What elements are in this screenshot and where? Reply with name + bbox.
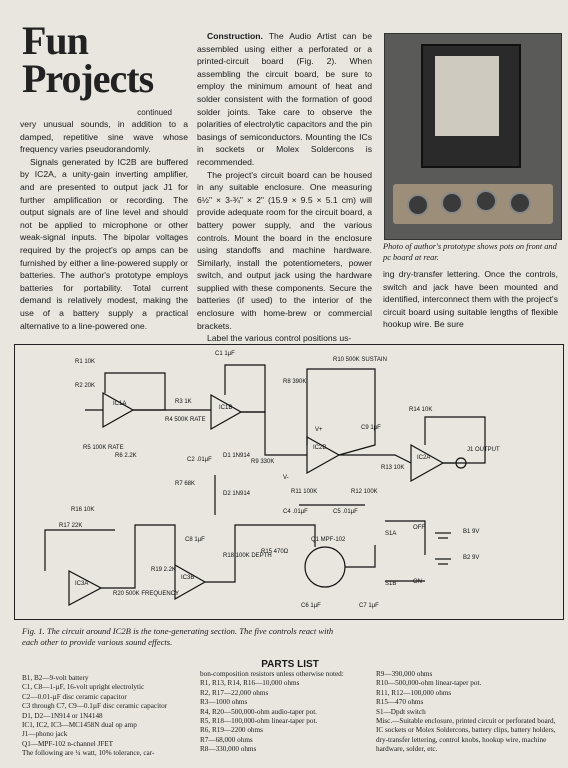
knob-image [475,190,497,212]
parts-list-item: R8—330,000 ohms [200,745,257,754]
paragraph: ing dry-transfer lettering. Once the controls, switch and jack have been mounted and identified, interconnect them with the project's circuit board using suitable lengths of flexible hookup wire. Be sure [383,269,558,330]
component-label: IC1A [113,401,127,407]
paragraph: The Audio Artist can be assembled using either a perforated or a printed-circuit board (Fig. 2). When assembling the circuit board, be sure to employ the minimum amount of heat and solder consistent with the formation of good solder joints. Take care to observe the polarities of electrolytic capacitors and the pin basings of semiconductors. Mounting the ICs in sockets or Molex Soldercons is recommended. [197,31,372,167]
op-amp-ic3b-symbol [175,565,205,599]
parts-list-item: Misc.—Suitable enclosure, printed circuit or perforated board, IC sockets or Molex Soldercons, battery clips, battery holders, dry-transfer lettering, control knobs, hookup wire, machine hardware, solder, etc. [376,717,558,754]
component-label: R3 1K [175,399,192,405]
component-label: Q1 MPF-102 [311,537,346,543]
component-label: IC3A [75,581,89,587]
op-amp-ic2b-symbol [307,437,339,473]
continued-label: continued [137,108,172,117]
paragraph: Label the various control positions us- [207,333,352,344]
component-label: C4 .01µF [283,509,308,515]
schematic-svg [15,345,563,619]
component-label: R8 390K [283,379,307,385]
parts-list-item: R7—68,000 ohms [200,735,253,744]
component-label: R16 10K [71,507,95,513]
component-label: R6 2.2K [115,453,137,459]
parts-list-item: Q1—MPF-102 n-channel JFET [22,739,114,748]
component-label: B2 9V [463,555,480,561]
op-amp-ic3a-symbol [69,571,101,605]
component-label: C1 1µF [215,351,235,357]
component-label: R19 2.2K [151,567,177,573]
component-label: R1 10K [75,359,96,365]
parts-list-item: R3—1000 ohms [200,698,248,707]
component-label: R20 500K FREQUENCY [113,591,180,597]
component-label: D1 1N914 [223,453,251,459]
component-label: IC2B [313,445,327,451]
parts-list-item: The following are ¼ watt, 10% tolerance, car- [22,749,155,758]
parts-list-item: bon-composition resistors unless otherwise noted: [200,670,344,678]
component-label: C8 1µF [185,537,205,543]
component-label: C2 .01µF [187,457,212,463]
component-label: R5 100K RATE [83,445,124,451]
pc-board-image [435,56,499,136]
component-label: R7 68K [175,481,196,487]
component-label: V+ [315,427,323,433]
component-label: IC2A [417,455,431,461]
component-label: R9 330K [251,459,275,465]
knob-image [441,192,463,214]
parts-list-item: R1, R13, R14, R16—10,000 ohms [200,679,300,688]
component-label: IC1B [219,405,233,411]
parts-list-column-3 [376,670,562,755]
component-label: IC3B [181,575,195,581]
op-amp-ic1b-symbol [211,395,241,429]
parts-list-item: R2, R17—22,000 ohms [200,688,269,697]
component-label: R13 10K [381,465,405,471]
component-label: S1B [385,581,397,587]
component-label: R4 500K RATE [165,417,206,423]
parts-list-title: PARTS LIST [261,659,319,670]
paragraph: very unusual sounds, in addition to a damped, repetitive sine wave whose frequency varies pseudorandomly. [20,119,188,155]
component-label: D2 1N914 [223,491,251,497]
parts-list-column-1 [22,674,200,759]
component-label: OFF [413,525,425,531]
component-label: ON [413,579,422,585]
parts-list-item: R15—470 ohms [376,698,424,707]
parts-list-item: C1, C8—1-µF, 16-volt upright electrolytic [22,683,145,692]
schematic-diagram [14,344,564,620]
op-amp-ic2a-symbol [411,445,443,481]
parts-list-item: R11, R12—100,000 ohms [376,688,452,697]
component-label: C9 1µF [361,425,381,431]
component-label: C6 1µF [301,603,321,609]
parts-list-item: R6, R19—2200 ohms [200,726,263,735]
knob-image [407,194,429,216]
parts-list-item: IC1, IC2, IC3—MC1458N dual op amp [22,721,137,730]
parts-list-item: D1, D2—1N914 or 1N4148 [22,711,103,720]
section-title [22,18,182,132]
paragraph: The project's circuit board can be housed in any suitable enclosure. One measuring 6½" × 3-¾" × 2" (15.9 × 9.5 × 5.1 cm) will provide adequate room for the circuit board, a battery power supply, and the various controls. Mount the board in the enclosure using standoffs and machine hardware. Similarly, install the potentiometers, power switch, and output jack using the hardware supplied with these components. Secure the batteries (if used) to the interior of the enclosure with home-brew or commercial brackets. [197,169,372,331]
photo-caption: Photo of author's prototype shows pots on front and pc board at rear. [383,242,557,262]
component-label: C7 1µF [359,603,379,609]
parts-list-item: R4, R20—500,000-ohm audio-taper pot. [200,707,317,716]
component-label: C5 .01µF [333,509,358,515]
op-amp-ic1a-symbol [103,393,133,427]
parts-list-item: J1—phono jack [22,730,68,739]
jfet-q1-symbol [305,547,345,587]
component-label: R2 20K [75,383,96,389]
construction-heading: Construction. [207,31,263,41]
component-label: R15 470Ω [261,549,289,555]
component-label: R17 22K [59,523,83,529]
body-column-3 [383,268,558,331]
parts-list-item: R5, R18—100,000-ohm linear-taper pot. [200,717,318,726]
parts-list-item: S1—Dpdt switch [376,707,426,716]
component-label: S1A [385,531,397,537]
component-label: J1 OUTPUT [467,447,500,453]
component-label: R18 100K DEPTH [223,553,272,559]
parts-list-column-2 [200,670,370,755]
parts-list-item: B1, B2—9-volt battery [22,674,89,682]
parts-list-item: C3 through C7, C9—0.1µF disc ceramic capacitor [22,702,168,711]
title-line-1: Fun [22,18,88,63]
paragraph: Signals generated by IC2B are buffered by IC2A, a unity-gain inverting amplifier, and are presented to output jack J1 for further amplification or recording. The output signals are of line level and should not be applied to microphone or other weak-signal inputs. The bipolar voltages required by the project's op amps can be furnished by either a line-powered supply or batteries. The author's prototype employs batteries for portability. Total current demand is relatively modest, making the use of a battery supply a practical alternative to a line-powered one. [20,156,188,331]
component-label: R10 500K SUSTAIN [333,357,387,363]
component-label: V- [283,475,289,481]
parts-list-item: C2—0.01-µF disc ceramic capacitor [22,692,127,701]
parts-list-item: R10—500,000-ohm linear-taper pot. [376,679,482,688]
body-column-2 [197,30,372,345]
prototype-photo [384,33,562,240]
component-label: R11 100K [291,489,318,495]
body-column-1 [20,118,188,332]
title-line-2: Projects [22,56,154,101]
component-label: R12 100K [351,489,378,495]
component-label: R14 10K [409,407,433,413]
component-label: B1 9V [463,529,480,535]
figure-caption: Fig. 1. The circuit around IC2B is the tone-generating section. The five controls react with each other to provide various sound effects. [22,626,334,647]
parts-list-item: R9—390,000 ohms [376,670,433,678]
knob-image [509,192,531,214]
